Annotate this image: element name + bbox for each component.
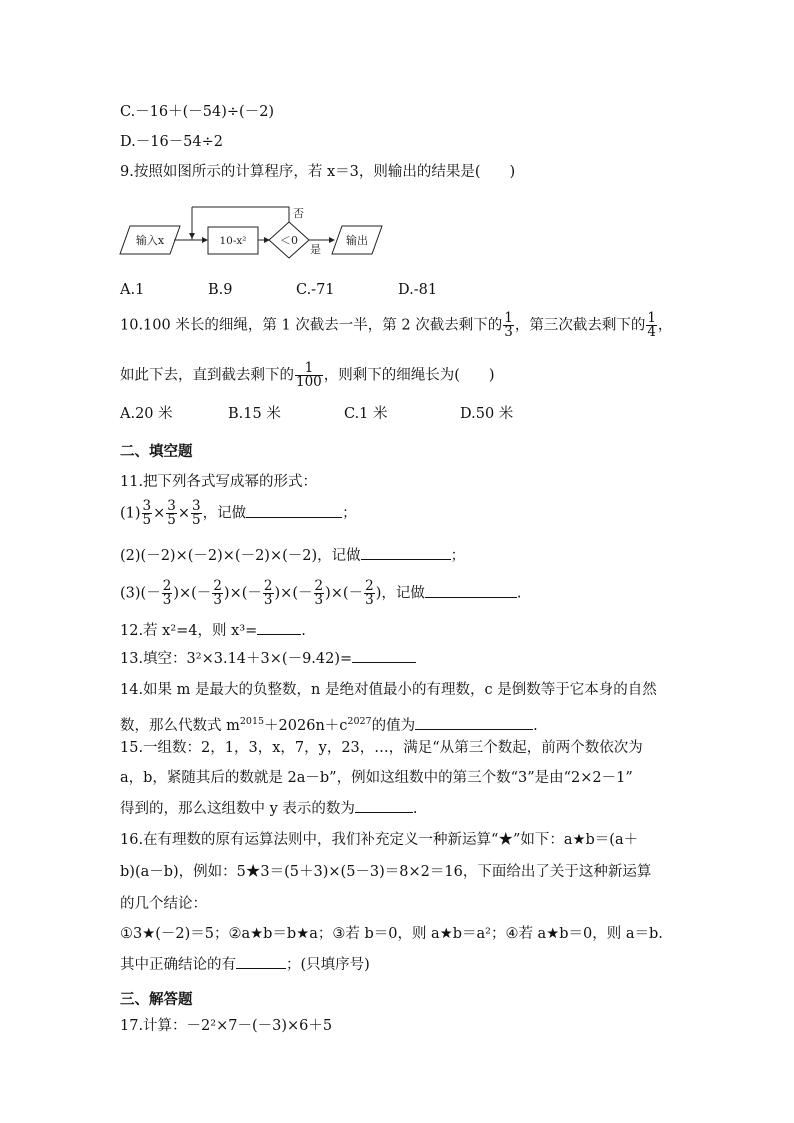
flow-no-label: 否	[293, 207, 304, 220]
q16-line4: ①3★(－2)＝5；②a★b＝b★a；③若 b＝0，则 a★b＝a²；④若 a★b＝0，则 a＝b.	[120, 926, 663, 942]
flow-process-label: 10-x²	[219, 235, 247, 247]
q11-item3: (3)(－ $\frac{2}{3}$ )×(－ $\frac{2}{3}$ )×(－ $\frac{2}{3}$ )×(－ $\frac{2}{3}$ )×(－ $\frac{2}{3}$ )，记做 .	[120, 578, 522, 608]
answer-blank[interactable]	[246, 503, 342, 518]
answer-blank[interactable]	[355, 798, 413, 813]
answer-blank[interactable]	[236, 954, 286, 969]
q10-line1: 10.100 米长的细绳，第 1 次截去一半，第 2 次截去剩下的 $\frac{1}{3}$ ，第三次截去剩下的 $\frac{1}{4}$ ，	[120, 310, 673, 340]
answer-blank[interactable]	[425, 583, 517, 598]
q15-line2: a，b，紧随其后的数就是 2a－b”，例如这组数中的第三个数“3”是由“2×2－1”	[120, 770, 633, 786]
q8-option-c: C.－16＋(－54)÷(－2)	[120, 104, 275, 120]
flow-input-label: 输入x	[135, 234, 165, 247]
fraction: $\frac{1}{4}$	[647, 310, 656, 340]
q10-option-b: B.15 米	[228, 406, 281, 422]
q9-option-b: B.9	[208, 282, 233, 298]
q15-line1: 15.一组数：2，1，3，x，7，y，23，…，满足“从第三个数起，前两个数依次为	[120, 740, 643, 756]
q10-option-a: A.20 米	[120, 406, 173, 422]
answer-blank[interactable]	[257, 620, 301, 635]
q14-line1: 14.如果 m 是最大的负整数，n 是绝对值最小的有理数，c 是倒数等于它本身的自然	[120, 682, 657, 698]
q12: 12.若 x²=4，则 x³= .	[120, 620, 306, 641]
q9-stem: 9.按照如图所示的计算程序，若 x＝3，则输出的结果是( )	[120, 164, 516, 180]
fraction: $\frac{2}{3}$	[213, 578, 222, 608]
fraction: $\frac{3}{5}$	[192, 498, 201, 528]
flow-yes-label: 是	[310, 243, 321, 256]
q16-line2: b)(a－b)，例如：5★3＝(5＋3)×(5－3)＝8×2＝16，下面给出了关于这种新运算	[120, 864, 652, 880]
q16-line3: 的几个结论：	[120, 896, 207, 912]
q9-flowchart	[118, 195, 398, 265]
fraction: $\frac{1}{100}$	[296, 360, 322, 390]
q11-item2: (2)(－2)×(－2)×(－2)×(－2)，记做 ；	[120, 545, 465, 566]
q14-line2: 数，那么代数式 $m^{2015}+2026n+c^{2027}$的值为 .	[120, 716, 538, 734]
fraction: $\frac{2}{3}$	[263, 578, 273, 608]
q9-option-d: D.-81	[398, 282, 438, 298]
q10-line2: 如此下去，直到截去剩下的 $\frac{1}{100}$ ，则剩下的细绳长为( )	[120, 360, 495, 390]
answer-blank[interactable]	[361, 545, 451, 560]
answer-blank[interactable]	[352, 648, 416, 663]
fraction: $\frac{3}{5}$	[142, 498, 152, 528]
flow-output-label: 输出	[346, 234, 368, 247]
fraction: $\frac{2}{3}$	[162, 578, 172, 608]
q11-item1: (1) $\frac{3}{5}$ × $\frac{3}{5}$ × $\frac{3}{5}$ ，记做 ；	[120, 498, 357, 528]
answer-blank[interactable]	[415, 715, 533, 730]
q15-line3: 得到的，那么这组数中 y 表示的数为 .	[120, 798, 418, 819]
q13: 13.填空：3²×3.14＋3×(－9.42)=	[120, 648, 416, 669]
q11-stem: 11.把下列各式写成幂的形式：	[120, 474, 318, 490]
fraction: $\frac{2}{3}$	[314, 578, 324, 608]
section-heading-fill-blank: 二、填空题	[120, 444, 193, 460]
q16-line1: 16.在有理数的原有运算法则中，我们补充定义一种新运算“★”如下：a★b＝(a＋	[120, 832, 639, 848]
arrow-to-process	[202, 237, 208, 243]
q16-line5: 其中正确结论的有 ；(只填序号)	[120, 954, 370, 975]
flow-condition-label: ＜0	[280, 234, 298, 247]
q17: 17.计算：－2²×7－(－3)×6＋5	[120, 1018, 333, 1034]
q8-option-d: D.－16－54÷2	[120, 134, 223, 150]
q10-option-d: D.50 米	[460, 406, 514, 422]
section-heading-solve: 三、解答题	[120, 992, 193, 1008]
q10-option-c: C.1 米	[344, 406, 388, 422]
fraction: $\frac{1}{3}$	[504, 310, 513, 340]
q9-option-c: C.-71	[296, 282, 335, 298]
fraction: $\frac{3}{5}$	[167, 498, 176, 528]
fraction: $\frac{2}{3}$	[365, 578, 374, 608]
q9-option-a: A.1	[120, 282, 145, 298]
